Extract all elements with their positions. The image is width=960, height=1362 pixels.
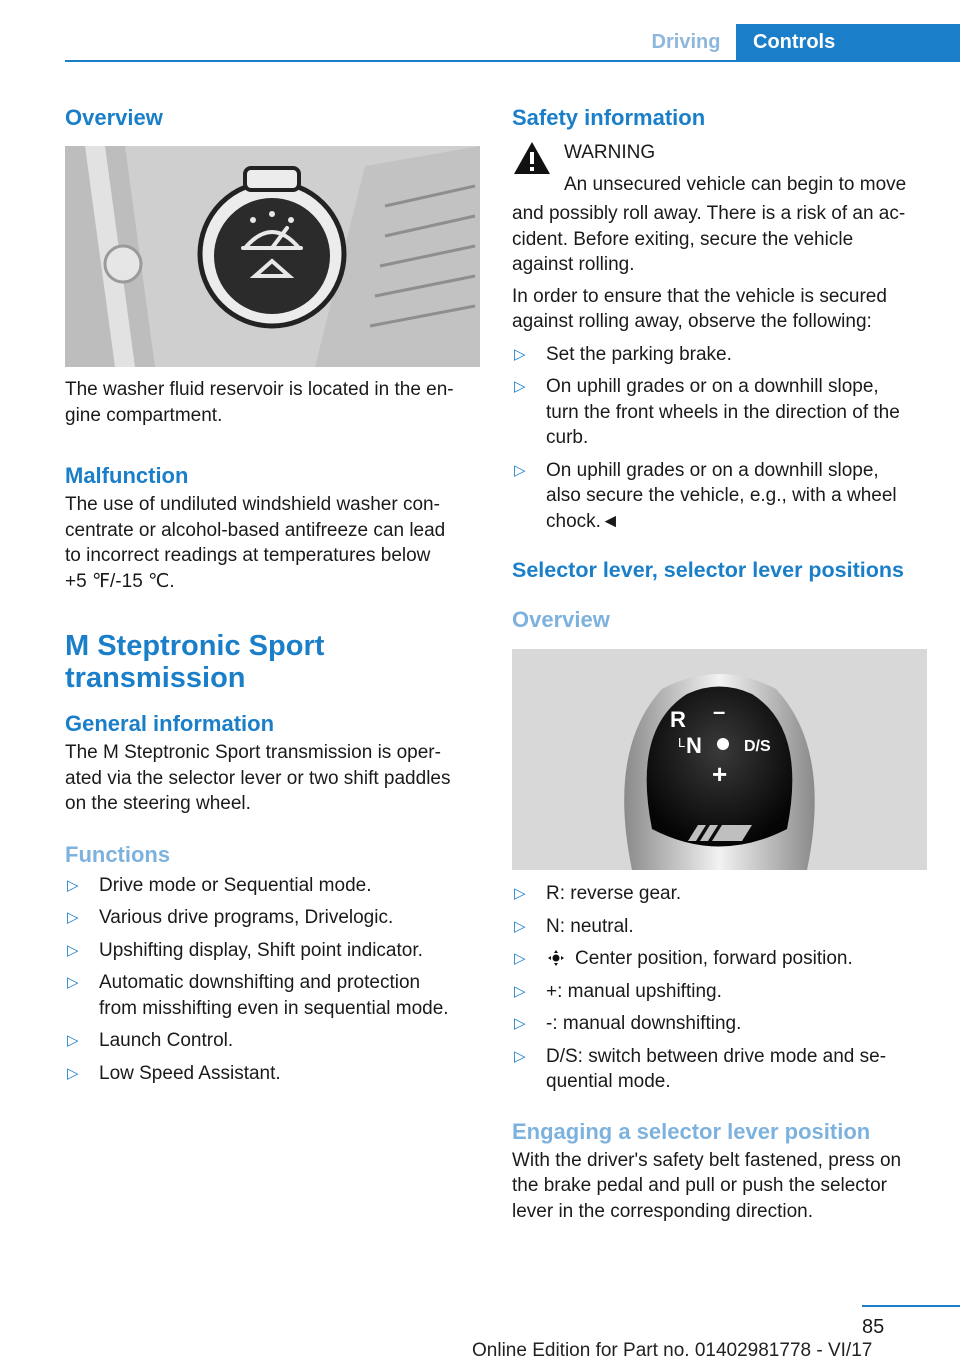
warning-text-rest: and possibly roll away. There is a risk of an ac- cident. Before exiting, secure the vehicle against rolling. bbox=[512, 203, 906, 275]
bullet-icon: ▷ bbox=[514, 461, 526, 479]
general-info-text: The M Steptronic Sport transmission is oper- ated via the selector lever or two shift paddles on the steering wheel. bbox=[65, 742, 451, 814]
list-item: ▷ R: reverse gear. bbox=[512, 881, 930, 907]
bullet-icon: ▷ bbox=[67, 909, 79, 926]
list-item: ▷ Center position, forward position. bbox=[512, 946, 930, 972]
list-item: ▷ Drive mode or Sequential mode. bbox=[65, 873, 483, 899]
bullet-icon: ▷ bbox=[514, 950, 526, 967]
selector-heading: Selector lever, selector lever positions bbox=[512, 558, 904, 582]
positions-list bbox=[512, 881, 930, 1095]
list-item: ▷ Upshifting display, Shift point indicator. bbox=[65, 938, 483, 964]
functions-heading: Functions bbox=[65, 841, 171, 867]
list-item: ▷ Low Speed Assistant. bbox=[65, 1061, 483, 1087]
bullet-icon: ▷ bbox=[67, 974, 79, 991]
bullet-icon: ▷ bbox=[67, 876, 79, 894]
header-tab-controls: Controls bbox=[736, 24, 960, 60]
general-info-heading: General information bbox=[65, 711, 275, 736]
list-item: ▷ On uphill grades or on a downhill slope, turn the front wheels in the direction of the curb. bbox=[514, 376, 900, 448]
selector-lever-figure bbox=[512, 649, 927, 870]
warning-text-first: An unsecured vehicle can begin to move bbox=[564, 174, 907, 195]
bullet-icon: ▷ bbox=[67, 1032, 79, 1049]
bullet-icon: ▷ bbox=[514, 345, 526, 363]
right-column bbox=[512, 100, 930, 1224]
footer-rule bbox=[862, 1305, 960, 1307]
bullet-icon: ▷ bbox=[514, 885, 526, 902]
left-column bbox=[65, 100, 483, 1086]
overview-heading: Overview bbox=[65, 105, 163, 130]
bullet-icon: ▷ bbox=[67, 941, 79, 959]
list-item: ▷ On uphill grades or on a downhill slope, also secure the vehicle, e.g., with a wheel chock.◄ bbox=[514, 459, 897, 532]
center-position-icon bbox=[546, 946, 566, 972]
lever-label-minus: – bbox=[713, 699, 726, 724]
lever-label-plus: + bbox=[712, 759, 728, 789]
selector-center-icon bbox=[548, 950, 564, 966]
list-item: ▷ Various drive programs, Drivelogic. bbox=[65, 905, 483, 931]
lever-label-r: R bbox=[670, 707, 686, 732]
lever-label-l: L bbox=[678, 735, 686, 750]
lever-label-n: N bbox=[686, 733, 702, 758]
bullet-icon: ▷ bbox=[514, 982, 526, 1000]
washer-reservoir-illustration bbox=[65, 146, 480, 367]
page-number: 85 bbox=[862, 1316, 885, 1338]
header-tab-driving: Driving bbox=[651, 31, 721, 53]
warning-label: WARNING bbox=[564, 142, 656, 163]
engaging-text: With the driver's safety belt fastened, press on the brake pedal and pull or push the selector lever in the corresponding direction. bbox=[512, 1149, 902, 1222]
bullet-icon: ▷ bbox=[514, 378, 526, 395]
list-item: ▷ -: manual downshifting. bbox=[512, 1011, 930, 1037]
list-item: ▷ Automatic downshifting and protection from misshifting even in sequential mode. bbox=[67, 972, 449, 1019]
ensure-text: In order to ensure that the vehicle is secured against rolling away, observe the following: bbox=[512, 285, 887, 332]
list-item: ▷ Set the parking brake. bbox=[512, 342, 930, 368]
m-steptronic-title: M Steptronic Sport transmission bbox=[65, 630, 325, 694]
safety-list bbox=[512, 342, 930, 535]
functions-list bbox=[65, 873, 483, 1087]
list-item: ▷ D/S: switch between drive mode and se- quential mode. bbox=[514, 1045, 887, 1092]
edition-footer: Online Edition for Part no. 01402981778 - VI/17 bbox=[472, 1340, 873, 1361]
washer-reservoir-figure bbox=[65, 146, 480, 367]
header-rule bbox=[65, 60, 960, 62]
selector-lever-illustration bbox=[512, 649, 927, 870]
list-item: ▷ Launch Control. bbox=[65, 1028, 483, 1054]
malfunction-text: The use of undiluted windshield washer con- centrate or alcohol-based antifreeze can lead to incorrect readings at temperatures below +5 ℉/-15 ℃. bbox=[65, 494, 446, 592]
bullet-icon: ▷ bbox=[67, 1064, 79, 1082]
engaging-heading: Engaging a selector lever position bbox=[512, 1118, 871, 1144]
selector-overview-heading: Overview bbox=[512, 607, 610, 632]
bullet-icon: ▷ bbox=[514, 1015, 526, 1032]
center-position-icon bbox=[717, 738, 729, 750]
list-item: ▷ N: neutral. bbox=[512, 914, 930, 940]
list-item: ▷ +: manual upshifting. bbox=[512, 979, 930, 1005]
warning-block bbox=[512, 138, 930, 201]
malfunction-heading: Malfunction bbox=[65, 463, 189, 488]
lever-label-ds: D/S bbox=[744, 738, 771, 755]
bullet-icon: ▷ bbox=[514, 917, 526, 935]
bullet-icon: ▷ bbox=[514, 1047, 526, 1065]
washer-caption: The washer fluid reservoir is located in the en- gine compartment. bbox=[65, 379, 454, 426]
safety-heading: Safety information bbox=[512, 105, 706, 130]
warning-triangle-icon bbox=[512, 140, 552, 176]
